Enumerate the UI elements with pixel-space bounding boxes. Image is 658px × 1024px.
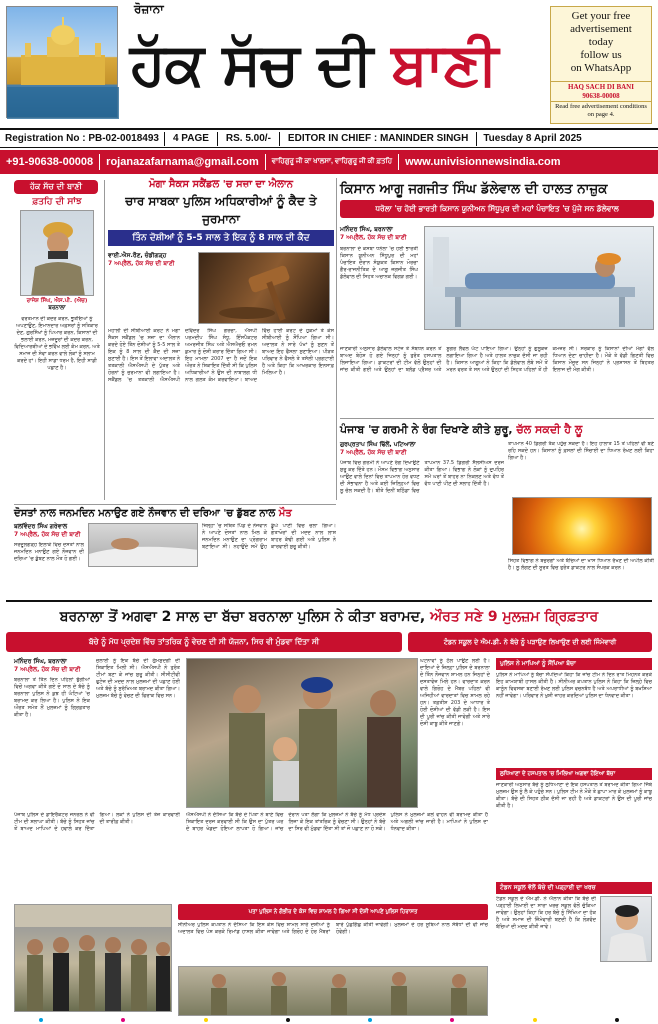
story1-body-text: ਮੋਹਾਲੀ ਦੀ ਸੀਬੀਆਈ ਕੋਰਟ ਨੇ ਮੋਗਾ ਸੈਕਸ ਸਕੈਂਡਲ 'ਚ ਸਜ਼ਾ ਦਾ ਐਲਾਨ ਕਰਦੇ ਹੋਏ ਤਿੰਨ ਦੋਸ਼ੀਆਂ ਨੂੰ 5-5 ਸਾਲ ਤੇ ਇਕ ਨੂੰ 8 ਸਾਲ ਦੀ ਕੈਦ ਦੀ ਸਜ਼ਾ ਸੁਣਾਈ ਹੈ। ਇਸ ਤੋਂ ਇਲਾਵਾ ਅਦਾਲਤ ਨੇ ਤਤਕਾਲੀ ਐਸਐਸਪੀ ਦੇ ਪੁੱਤਰ ਅਤੇ ਹੋਰਨਾਂ ਨੂੰ ਜੁਰਮਾਨਾ ਵੀ ਲਗਾਇਆ ਹੈ। ਸਕੈਂਡਲ 'ਚ ਤਤਕਾਲੀ ਐਸਐਸਪੀ ਦਵਿੰਦਰ ਸਿੰਘ ਗਰਚਾ, ਐਸਪੀ ਪਰਮਦੀਪ ਸਿੰਘ ਸੰਧੂ, ਇੰਸਪੈਕਟਰ ਅਮਰਜੀਤ ਸਿੰਘ ਅਤੇ ਐਸਐਚਓ ਰਮਨ ਕੁਮਾਰ ਨੂੰ ਦੋਸ਼ੀ ਕਰਾਰ ਦਿੱਤਾ ਗਿਆ ਸੀ। ਇਹ ਮਾਮਲਾ 2007 ਦਾ ਹੈ ਜਦੋਂ ਇਕ ਔਰਤ ਨੇ ਸ਼ਿਕਾਇਤ ਦਿੱਤੀ ਸੀ ਕਿ ਪੁਲਿਸ ਅਧਿਕਾਰੀਆਂ ਨੇ ਉਸ ਦੀ ਨਾਬਾਲਗ ਧੀ ਨਾਲ ਗਲਤ ਕੰਮ ਕਰਵਾਇਆ। ਬਾਅਦ ਵਿੱਚ ਹਾਈ ਕੋਰਟ ਦੇ ਹੁਕਮਾਂ ਤੇ ਕੇਸ ਸੀਬੀਆਈ ਨੂੰ ਸੌਂਪਿਆ ਗਿਆ ਸੀ। ਅਦਾਲਤ ਨੇ ਸਾਰੇ ਪੱਖਾਂ ਨੂੰ ਸੁਣਨ ਤੋਂ ਬਾਅਦ ਇਹ ਫੈਸਲਾ ਸੁਣਾਇਆ। ਪੀੜਤ ਪਰਿਵਾਰ ਨੇ ਫੈਸਲੇ ਤੇ ਤਸੱਲੀ ਪ੍ਰਗਟਾਈ ਹੈ ਅਤੇ ਕਿਹਾ ਕਿ ਆਖਰਕਾਰ ਇਨਸਾਫ਼ ਮਿਲਿਆ ਹੈ। (108, 328, 334, 383)
print-mark-dot (615, 1018, 619, 1022)
ad-note: Read free advertisement conditions on page 4. (555, 103, 647, 118)
masthead (0, 0, 658, 128)
story2-headline: ਕਿਸਾਨ ਆਗੂ ਜਗਜੀਤ ਸਿੰਘ ਡੱਲੇਵਾਲ ਦੀ ਹਾਲਤ ਨਾਜ਼ੁਕ (340, 181, 608, 197)
ad-name: HAQ SACH DI BANI (551, 81, 651, 92)
story5-headline-black: ਬਰਨਾਲਾ ਤੋਂ ਅਗਵਾ 2 ਸਾਲ ਦਾ ਬੱਚਾ ਬਰਨਾਲਾ ਪੁਲਿਸ ਨੇ ਕੀਤਾ ਬਰਾਮਦ, (59, 609, 431, 625)
sidebar-subhead: ਫ਼ਤਹਿ ਦੀ ਸਾਂਝ (32, 197, 82, 207)
story5-body-text-col1: ਬਰਨਾਲਾ ਤੋਂ ਤਿੰਨ ਦਿਨ ਪਹਿਲਾਂ ਝੁੱਗੀਆਂ ਵਿਚੋਂ ਅਗਵਾ ਕੀਤੇ ਗਏ ਦੋ ਸਾਲ ਦੇ ਬੱਚੇ ਨੂੰ ਬਰਨਾਲਾ ਪੁਲਿਸ ਨੇ ਕੁਝ ਹੀ ਘੰਟਿਆਂ 'ਚ ਬਰਾਮਦ ਕਰ ਲਿਆ ਹੈ। ਪੁਲਿਸ ਨੇ ਇਕ ਔਰਤ ਸਮੇਤ ਨੌਂ ਮੁਲਜ਼ਮਾਂ ਨੂੰ ਗ੍ਰਿਫ਼ਤਾਰ ਕੀਤਾ ਹੈ। (14, 677, 90, 718)
story4-headline-red: ਚੱਲ ਸਕਦੀ ਹੈ ਲੂ (516, 423, 583, 436)
print-mark-dot (368, 1018, 372, 1022)
issue-date: Tuesday 8 April 2025 (483, 133, 582, 144)
info-bar (0, 128, 658, 148)
story5-body-text-col3: ਐਸਐਸਪੀ ਨੇ ਦੱਸਿਆ ਕਿ ਬੱਚੇ ਦੇ ਪਿਤਾ ਨੇ ਥਾਣੇ ਵਿਚ ਸ਼ਿਕਾਇਤ ਦਰਜ ਕਰਵਾਈ ਸੀ ਕਿ ਉਸ ਦਾ ਪੁੱਤਰ ਘਰ ਦੇ ਬਾਹਰ ਖੇਡਦਾ ਹੋਇਆ ਲਾਪਤਾ ਹੋ ਗਿਆ। ਜਾਂਚ ਦੌਰਾਨ ਪਤਾ ਲੱਗਾ ਕਿ ਮੁਲਜ਼ਮਾਂ ਨੇ ਬੱਚੇ ਨੂੰ ਮੱਧ ਪ੍ਰਦੇਸ਼ ਲਿਜਾ ਕੇ ਇਕ ਤਾਂਤਰਿਕ ਨੂੰ ਵੇਚਣਾ ਸੀ। ਉਨ੍ਹਾਂ ਨੇ ਬੱਚੇ ਦਾ ਸਿਰ ਵੀ ਮੁੰਡਵਾ ਦਿੱਤਾ ਸੀ ਤਾਂ ਜੋ ਪਛਾਣ ਨਾ ਹੋ ਸਕੇ। ਪੁਲਿਸ ਨੇ ਮੁਲਜ਼ਮਾਂ ਕੋਲੋਂ ਵਾਹਨ ਵੀ ਬਰਾਮਦ ਕੀਤਾ ਹੈ ਅਤੇ ਅਗਲੀ ਜਾਂਚ ਜਾਰੀ ਹੈ। ਮਾਪਿਆਂ ਨੇ ਪੁਲਿਸ ਦਾ ਧੰਨਵਾਦ ਕੀਤਾ। (186, 812, 488, 832)
right-column (496, 658, 652, 1016)
byline-city: ਗੁਰਪ੍ਰਤਾਪ ਸਿੰਘ ਢਿੱਲੋਂ, ਪਟਿਆਲਾ (340, 441, 416, 448)
right-box1-title: ਪੁਲਿਸ ਨੇ ਮਾਪਿਆਂ ਨੂੰ ਸੌਂਪਿਆ ਬੱਚਾ (496, 658, 652, 670)
story1-byline (108, 252, 198, 324)
byline-date: 7 ਅਪ੍ਰੈਲ, ਹੱਕ ਸੱਚ ਦੀ ਬਾਣੀ (340, 449, 407, 456)
sidebar-body-text: ਵਰਤਮਾਨ ਦੀ ਕਦਰ ਕਰਨ, ਭੂਤੀਓਆਂ ਨੂੰ ਅਪਣਾਉਣ, ਇਮਾਨਦਾਰ ਅਫ਼ਸਰਾਂ ਨੂੰ ਸਤਿਕਾਰ ਦੇਣ, ਗੁਰਸਿੱਖਾਂ ਨੂੰ ਪਿਆਰ ਕਰਨ, ਕਿਸਾਨਾਂ ਦੀ ਭਲਾਈ ਕਰਨ, ਮਜ਼ਦੂਰਾਂ ਦੀ ਕਦਰ ਕਰਨ, ਵਿਦਿਆਰਥੀਆਂ ਦੇ ਭਵਿੱਖ ਲਈ ਕੰਮ ਕਰਨ, ਅਤੇ ਸਮਾਜ ਦੀ ਸੇਵਾ ਕਰਨ ਵਾਲੇ ਲੋਕਾਂ ਨੂੰ ਸਲਾਮ ਕਰਦੇ ਹਾਂ। ਇਹੀ ਸਾਡਾ ਧਰਮ ਹੈ, ਇਹੀ ਸਾਡੀ ਪਛਾਣ ਹੈ। (14, 316, 100, 371)
story1-headline: ਚਾਰ ਸਾਬਕਾ ਪੁਲਿਸ ਅਧਿਕਾਰੀਆਂ ਨੂੰ ਕੈਦ ਤੇ ਜੁਰਮਾਨਾ (125, 194, 317, 226)
hand-icon (89, 524, 198, 567)
ad-line-4: follow us (580, 49, 622, 61)
story4-headline (340, 419, 654, 441)
school-md-portrait (600, 896, 652, 962)
left-sidebar (14, 180, 100, 500)
masthead-title-red: ਬਾਣੀ (391, 30, 498, 98)
sun-heat-photo (512, 497, 652, 555)
ad-line-3: today (588, 36, 614, 48)
right-box2-text: ਜਾਣਕਾਰੀ ਅਨੁਸਾਰ ਬੱਚੇ ਨੂੰ ਲੁਧਿਆਣਾ ਦੇ ਇਕ ਹਸਪਤਾਲ ਤੋਂ ਬਰਾਮਦ ਕੀਤਾ ਗਿਆ ਜਿੱਥੇ ਮੁਲਜ਼ਮ ਉਸ ਨੂੰ ਲੈ ਕੇ ਪਹੁੰਚੇ ਸਨ। ਪੁਲਿਸ ਟੀਮ ਨੇ ਮੌਕੇ ਤੇ ਛਾਪਾ ਮਾਰ ਕੇ ਮੁਲਜ਼ਮਾਂ ਨੂੰ ਕਾਬੂ ਕੀਤਾ। ਬੱਚੇ ਦੀ ਸਿਹਤ ਠੀਕ ਦੱਸੀ ਜਾ ਰਹੀ ਹੈ ਅਤੇ ਡਾਕਟਰਾਂ ਨੇ ਉਸ ਦੀ ਪੂਰੀ ਜਾਂਚ ਕੀਤੀ ਹੈ। (496, 782, 652, 809)
story1-kicker: ਮੋਗਾ ਸੈਕਸ ਸਕੈਂਡਲ 'ਚ ਸਜ਼ਾ ਦਾ ਐਲਾਨ (149, 179, 293, 190)
contact-email[interactable]: rojanazafarnama@gmail.com (106, 156, 259, 168)
byline-city: ਵਾਈ.ਐਸ.ਰੌਣ, ਚੰਡੀਗੜ੍ਹ (108, 252, 167, 259)
hospital-bed-icon (425, 227, 654, 330)
print-mark-dot (204, 1018, 208, 1022)
story5-sub-left: ਬੱਚੇ ਨੂੰ ਮੱਧ ਪ੍ਰਦੇਸ਼ ਵਿੱਚ ਤਾਂਤਰਿਕ ਨੂੰ ਵੇਚਣ ਦੀ ਸੀ ਯੋਜਨਾ, ਸਿਰ ਵੀ ਮੁੰਡਵਾ ਦਿੱਤਾ ਸੀ (6, 632, 402, 652)
story5-body-text-col4: ਘਟਨਾਵਾਂ ਨੂੰ ਠੱਲ ਪਾਉਣ ਲਈ ਹੈ। ਦਾਇਆਂ ਦੇ ਜ਼ਿਲ੍ਹਾ ਪੁਲਿਸ ਦੇ ਬਰਨਾਲਾ ਦੇ ਤਿੰਨ ਨੌਜਵਾਨ ਸ਼ਾਮਲ ਹਨ ਜਿਨ੍ਹਾਂ ਦੇ ਦਸਤਾਵੇਜ਼ ਮਿਲੇ ਹਨ। ਵਾਰਦਾਤ ਕਰਨ ਵਾਲੇ ਗਿਰੋਹ ਦੇ ਮੈਂਬਰ ਪਹਿਲਾਂ ਵੀ ਅਜਿਹੀਆਂ ਵਾਰਦਾਤਾਂ ਵਿਚ ਸ਼ਾਮਲ ਰਹੇ ਹਨ। ਤਫ਼ਤੀਸ਼ 203 ਦੇ ਆਧਾਰ ਤੇ ਹੋਈ ਦੋਸ਼ੀਆਂ ਦੀ ਵੱਡੀ ਲੜੀ ਹੈ। ਇਸ ਦੀ ਪੂਰੀ ਜਾਂਚ ਕੀਤੀ ਜਾਵੇਗੀ ਅਤੇ ਸਾਰੇ ਦੋਸ਼ੀ ਕਾਬੂ ਕੀਤੇ ਜਾਣਗੇ। (420, 658, 490, 727)
group-icon (15, 905, 172, 1012)
officers-row-icon (179, 967, 488, 1016)
page-count: 4 PAGE (172, 133, 209, 144)
byline-date: 7 ਅਪ੍ਰੈਲ, ਹੱਕ ਸੱਚ ਦੀ ਬਾਣੀ (108, 260, 175, 267)
contact-bar (0, 150, 658, 174)
ad-phone: 90638-00008 (551, 92, 651, 102)
story3-headline (14, 505, 336, 523)
masthead-title (130, 14, 540, 114)
story2-body-text: ਜਾਣਕਾਰੀ ਅਨੁਸਾਰ ਡੱਲੇਵਾਲ ਸਟੇਜ ਤੇ ਸੰਬੋਧਨ ਕਰਨ ਤੋਂ ਬਾਅਦ ਬੇਹੋਸ਼ ਹੋ ਗਏ ਜਿਨ੍ਹਾਂ ਨੂੰ ਤੁਰੰਤ ਹਸਪਤਾਲ ਲਿਜਾਇਆ ਗਿਆ। ਡਾਕਟਰਾਂ ਦੀ ਟੀਮ ਵੱਲੋਂ ਉਨ੍ਹਾਂ ਦੀ ਜਾਂਚ ਕੀਤੀ ਗਈ ਅਤੇ ਉਨ੍ਹਾਂ ਦਾ ਬਲੱਡ ਪ੍ਰੈਸ਼ਰ ਅਤੇ ਸ਼ੂਗਰ ਲੈਵਲ ਘੱਟ ਪਾਇਆ ਗਿਆ। ਉਨ੍ਹਾਂ ਨੂੰ ਗੁਲੂਕੋਜ਼ ਲਗਾਇਆ ਗਿਆ ਹੈ ਅਤੇ ਹਾਲਤ ਨਾਜ਼ੁਕ ਦੱਸੀ ਜਾ ਰਹੀ ਹੈ। ਕਿਸਾਨ ਆਗੂਆਂ ਨੇ ਕਿਹਾ ਕਿ ਡੱਲੇਵਾਲ ਲੰਬੇ ਸਮੇਂ ਤੋਂ ਮਰਨ ਵਰਤ ਤੇ ਸਨ ਅਤੇ ਉਨ੍ਹਾਂ ਦੀ ਸਿਹਤ ਪਹਿਲਾਂ ਤੋਂ ਹੀ ਕਮਜ਼ੋਰ ਸੀ। ਸਰਕਾਰ ਨੂੰ ਕਿਸਾਨਾਂ ਦੀਆਂ ਮੰਗਾਂ ਵੱਲ ਧਿਆਨ ਦੇਣਾ ਚਾਹੀਦਾ ਹੈ। ਮੌਕੇ ਤੇ ਵੱਡੀ ਗਿਣਤੀ ਵਿਚ ਕਿਸਾਨ ਮੌਜੂਦ ਸਨ ਜਿਨ੍ਹਾਂ ਨੇ ਪ੍ਰਸ਼ਾਸਨ ਤੋਂ ਬਿਹਤਰ ਇਲਾਜ ਦੀ ਮੰਗ ਕੀਤੀ। (340, 346, 654, 373)
print-mark-dot (533, 1018, 537, 1022)
story-dallewal (340, 178, 654, 414)
column-divider (336, 178, 337, 500)
story5-left-area (14, 658, 488, 898)
story-drowning (14, 504, 336, 598)
story4-headline-black: ਪੰਜਾਬ 'ਚ ਗਰਮੀ ਨੇ ਰੰਗ ਦਿਖਾਣੇ ਕੀਤੇ ਸ਼ੁਰੂ, (340, 423, 517, 436)
contact-website[interactable]: www.univisionnewsindia.com (405, 156, 561, 168)
price: RS. 5.00/- (225, 133, 271, 144)
story-heatwave (340, 418, 654, 598)
masthead-small-word: ਰੋਜ਼ਾਨਾ (134, 2, 164, 16)
story5-sub-right: ਟੰਡਨ ਸਕੂਲ ਦੇ ਐਮ.ਡੀ. ਨੇ ਬੱਚੇ ਨੂੰ ਪੜਾਉਣ ਲਿਖਾਉਣ ਦੀ ਲਈ ਜਿੰਮੇਵਾਰੀ (408, 632, 652, 652)
ad-line-1: Get your free (571, 10, 631, 22)
contact-phone[interactable]: +91-90638-00008 (6, 156, 94, 168)
contact-slogan: ਵਾਹਿਗੁਰੂ ਜੀ ਕਾ ਖਾਲਸਾ, ਵਾਹਿਗੁਰੂ ਜੀ ਕੀ ਫ਼ਤਹਿ (271, 158, 393, 165)
person-icon (601, 897, 652, 962)
byline-city: ਬਲਵਿੰਦਰ ਸਿੰਘ ਗਰੇਵਾਲ (14, 523, 68, 530)
print-mark-dot (286, 1018, 290, 1022)
story3-body-text-left: ਸਰਦੂਲਗੜ੍ਹ ਇਲਾਕੇ ਵਿਚ ਦੋਸਤਾਂ ਨਾਲ ਜਨਮਦਿਨ ਮਨਾਉਣ ਗਏ ਨੌਜਵਾਨ ਦੀ ਦਰਿਆ 'ਚ ਡੁੱਬਣ ਨਾਲ ਮੌਤ ਹੋ ਗਈ। (14, 542, 84, 562)
registration-number: Registration No : PB-02-0018493 (5, 133, 159, 144)
print-mark-dot (450, 1018, 454, 1022)
right-box2-title: ਲੁਧਿਆਣਾ ਦੇ ਹਸਪਤਾਲ 'ਚ ਮਿਲਿਆ ਅਗਵਾ ਹੋਇਆ ਬੱਚਾ (496, 768, 652, 780)
story4-body-text-right-2: ਸਿਹਤ ਵਿਭਾਗ ਨੇ ਬਜ਼ੁਰਗਾਂ ਅਤੇ ਬੱਚਿਆਂ ਦਾ ਖਾਸ ਧਿਆਨ ਰੱਖਣ ਦੀ ਅਪੀਲ ਕੀਤੀ ਹੈ। ਲੂ ਲੱਗਣ ਦੀ ਸੂਰਤ ਵਿਚ ਤੁਰੰਤ ਡਾਕਟਰ ਨਾਲ ਸੰਪਰਕ ਕਰਨ। (508, 558, 654, 571)
right-box1-text: ਪੁਲਿਸ ਨੇ ਮਾਪਿਆਂ ਨੂੰ ਬੱਚਾ ਸੌਂਪਦਿਆਂ ਕਿਹਾ ਕਿ ਜਾਂਚ ਟੀਮ ਨੇ ਦਿਨ ਰਾਤ ਮਿਹਨਤ ਕਰਕੇ ਇਹ ਕਾਮਯਾਬੀ ਹਾਸਲ ਕੀਤੀ ਹੈ। ਸੀਨੀਅਰ ਕਪਤਾਨ ਪੁਲਿਸ ਨੇ ਕਿਹਾ ਕਿ ਜ਼ਿਲ੍ਹੇ ਵਿਚ ਕਾਨੂੰਨ ਵਿਵਸਥਾ ਬਣਾਈ ਰੱਖਣ ਲਈ ਪੁਲਿਸ ਵਚਨਬੱਧ ਹੈ ਅਤੇ ਅਪਰਾਧੀਆਂ ਨੂੰ ਬਖ਼ਸ਼ਿਆ ਨਹੀਂ ਜਾਵੇਗਾ। ਪਰਿਵਾਰ ਨੇ ਖੁਸ਼ੀ ਜ਼ਾਹਰ ਕਰਦਿਆਂ ਪੁਲਿਸ ਦਾ ਧੰਨਵਾਦ ਕੀਤਾ। (496, 672, 652, 699)
print-marks (0, 1016, 658, 1024)
byline-date: 7 ਅਪ੍ਰੈਲ, ਹੱਕ ਸੱਚ ਦੀ ਬਾਣੀ (340, 234, 407, 241)
story1-banner: ਤਿੰਨ ਦੋਸ਼ੀਆਂ ਨੂੰ 5-5 ਸਾਲ ਤੇ ਇਕ ਨੂੰ 8 ਸਾਲ ਦੀ ਕੈਦ (108, 230, 334, 246)
story2-body-text-left: ਬਰਨਾਲਾ ਦੇ ਕਸਬਾ ਧਨੌਲਾ 'ਚ ਹੋਈ ਭਾਰਤੀ ਕਿਸਾਨ ਯੂਨੀਅਨ ਸਿੱਧੂਪੁਰ ਦੀ ਮਹਾਂ ਪੰਚਾਇਤ ਦੌਰਾਨ ਸੰਯੁਕਤ ਕਿਸਾਨ ਮੋਰਚਾ ਗੈਰ-ਰਾਜਨੀਤਿਕ ਦੇ ਆਗੂ ਜਗਜੀਤ ਸਿੰਘ ਡੱਲੇਵਾਲ ਦੀ ਸਿਹਤ ਅਚਾਨਕ ਵਿਗੜ ਗਈ। (340, 246, 418, 280)
hospital-bed-photo (424, 226, 654, 330)
story5-byline (14, 658, 90, 674)
judge-gavel-photo (198, 252, 330, 324)
ad-line-2: advertisement (570, 23, 632, 35)
story2-byline (340, 226, 418, 242)
story5-bottom-banner: ਪਤਾ ਪੁਲਿਸ ਨੇ ਗੰਭੀਰ ਦੇ ਕੇਸ ਵਿਚ ਸ਼ਾਮਲ ਹੋ ਗਿਆ ਸੀ ਦੋਸ਼ੀ ਆਪਣੇ ਪੁਲਿਸ ਹਿਰਾਸਤ (178, 904, 488, 920)
masthead-title-black: ਹੱਕ ਸੱਚ ਦੀ (130, 30, 392, 98)
ad-line-5: on WhatsApp (570, 62, 632, 74)
gavel-icon (199, 253, 330, 324)
temple-icon (7, 7, 119, 119)
story4-body-text-left: ਪੰਜਾਬ ਵਿਚ ਗਰਮੀ ਨੇ ਆਪਣੇ ਰੰਗ ਦਿਖਾਉਣੇ ਸ਼ੁਰੂ ਕਰ ਦਿੱਤੇ ਹਨ। ਮੌਸਮ ਵਿਭਾਗ ਅਨੁਸਾਰ ਆਉਣ ਵਾਲੇ ਦਿਨਾਂ ਵਿਚ ਤਾਪਮਾਨ ਹੋਰ ਵਧਣ ਦੀ ਸੰਭਾਵਨਾ ਹੈ ਅਤੇ ਕਈ ਜ਼ਿਲ੍ਹਿਆਂ ਵਿਚ ਲੂ ਚੱਲ ਸਕਦੀ ਹੈ। ਬੀਤੇ ਦਿਨੀਂ ਬਠਿੰਡਾ ਵਿਚ ਤਾਪਮਾਨ 37.5 ਡਿਗਰੀ ਸੈਲਸੀਅਸ ਦਰਜ ਕੀਤਾ ਗਿਆ। ਵਿਭਾਗ ਨੇ ਲੋਕਾਂ ਨੂੰ ਦੁਪਹਿਰ ਸਮੇਂ ਘਰਾਂ ਤੋਂ ਬਾਹਰ ਨਾ ਨਿਕਲਣ ਅਤੇ ਵੱਧ ਤੋਂ ਵੱਧ ਪਾਣੀ ਪੀਣ ਦੀ ਸਲਾਹ ਦਿੱਤੀ ਹੈ। (340, 460, 504, 494)
print-mark-dot (121, 1018, 125, 1022)
story4-body-text-right: ਤਾਪਮਾਨ 40 ਡਿਗਰੀ ਤੱਕ ਪਹੁੰਚ ਸਕਦਾ ਹੈ। ਇਹ ਹਾਲਾਤ 15 ਤੋਂ ਪਹਿਲਾਂ ਵੀ ਬਣੇ ਰਹਿ ਸਕਦੇ ਹਨ। ਕਿਸਾਨਾਂ ਨੂੰ ਫ਼ਸਲਾਂ ਦੀ ਸਿੰਚਾਈ ਦਾ ਧਿਆਨ ਰੱਖਣ ਲਈ ਕਿਹਾ ਗਿਆ ਹੈ। (508, 441, 654, 461)
story5-headline (6, 602, 652, 632)
story-moga-scandal (108, 178, 334, 500)
sidebar-photo-caption: ਰਾਜੇਸ਼ ਸਿੰਘ, ਐਸ.ਪੀ. (ਐਚ) (26, 298, 88, 304)
story3-headline-black: ਦੋਸਤਾਂ ਨਾਲ ਜਨਮਦਿਨ ਮਨਾਉਣ ਗਏ ਨੌਜਵਾਨ ਦੀ ਦਰਿਆ 'ਚ ਡੁੱਬਣ ਨਾਲ (14, 508, 279, 519)
police-group-photo-2 (178, 966, 488, 1016)
police-with-child-photo (186, 658, 418, 808)
whatsapp-ad-box (550, 6, 652, 124)
story5-bottom-text: ਸੀਨੀਅਰ ਪੁਲਿਸ ਕਪਤਾਨ ਨੇ ਦੱਸਿਆ ਕਿ ਇਸ ਕੇਸ ਵਿਚ ਸ਼ਾਮਲ ਸਾਰੇ ਦੋਸ਼ੀਆਂ ਨੂੰ ਅਦਾਲਤ ਵਿਚ ਪੇਸ਼ ਕਰਕੇ ਰਿਮਾਂਡ ਹਾਸਲ ਕੀਤਾ ਜਾਵੇਗਾ ਅਤੇ ਗਿਰੋਹ ਦੇ ਹੋਰ ਮੈਂਬਰਾਂ ਬਾਰੇ ਪੁੱਛਗਿੱਛ ਕੀਤੀ ਜਾਵੇਗੀ। ਮੁਲਜ਼ਮਾਂ ਦੇ ਹੋਰ ਸੂਬਿਆਂ ਨਾਲ ਸੰਬੰਧਾਂ ਦੀ ਵੀ ਜਾਂਚ ਹੋਵੇਗੀ। (178, 922, 488, 935)
story3-headline-red: ਮੌਤ (278, 508, 292, 519)
police-officers-icon (187, 659, 418, 808)
byline-date: 7 ਅਪ੍ਰੈਲ, ਹੱਕ ਸੱਚ ਦੀ ਬਾਣੀ (14, 666, 81, 673)
story-kidnap (6, 600, 652, 1018)
print-mark-dot (39, 1018, 43, 1022)
right-box3-title: ਟੰਡਨ ਸਕੂਲ ਵੱਲੋਂ ਬੱਚੇ ਦੀ ਪੜ੍ਹਾਈ ਦਾ ਖਰਚ (496, 882, 652, 894)
right-box3-text: ਟੰਡਨ ਸਕੂਲ ਦੇ ਐਮ.ਡੀ. ਨੇ ਐਲਾਨ ਕੀਤਾ ਕਿ ਬੱਚੇ ਦੀ ਪੜ੍ਹਾਈ ਲਿਖਾਈ ਦਾ ਸਾਰਾ ਖਰਚ ਸਕੂਲ ਵੱਲੋਂ ਚੁੱਕਿਆ ਜਾਵੇਗਾ। ਉਨ੍ਹਾਂ ਕਿਹਾ ਕਿ ਹਰ ਬੱਚੇ ਨੂੰ ਸਿੱਖਿਆ ਦਾ ਹੱਕ ਹੈ ਅਤੇ ਸਮਾਜ ਦੀ ਜ਼ਿੰਮੇਵਾਰੀ ਬਣਦੀ ਹੈ ਕਿ ਲੋੜਵੰਦ ਬੱਚਿਆਂ ਦੀ ਮਦਦ ਕੀਤੀ ਜਾਵੇ। (496, 896, 596, 930)
police-press-conference-photo (14, 904, 172, 1012)
sidebar-badge: ਹੱਕ ਸੱਚ ਦੀ ਬਾਣੀ (14, 180, 98, 194)
official-portrait-photo (20, 210, 94, 296)
byline-city: ਮਨਿੰਦਰ ਸਿੰਘ, ਬਰਨਾਲਾ (14, 658, 67, 665)
golden-temple-image (6, 6, 118, 118)
sidebar-divider (104, 180, 105, 500)
person-icon (21, 211, 94, 296)
story5-body-text-col2: ਜੁਲਾਈ ਨੂੰ ਇਕ ਬੱਚੇ ਦੀ ਗੁੰਮਸ਼ੁਦਗੀ ਦੀ ਸ਼ਿਕਾਇਤ ਮਿਲੀ ਸੀ। ਐਸਐਸਪੀ ਨੇ ਤੁਰੰਤ ਟੀਮਾਂ ਬਣਾ ਕੇ ਜਾਂਚ ਸ਼ੁਰੂ ਕੀਤੀ। ਸੀਸੀਟੀਵੀ ਫੁਟੇਜ ਦੀ ਮਦਦ ਨਾਲ ਮੁਲਜ਼ਮਾਂ ਦੀ ਪਛਾਣ ਹੋਈ ਅਤੇ ਬੱਚੇ ਨੂੰ ਸੁਰੱਖਿਅਤ ਬਰਾਮਦ ਕੀਤਾ ਗਿਆ। ਮੁਲਜ਼ਮ ਬੱਚੇ ਨੂੰ ਵੇਚਣ ਦੀ ਫਿਰਾਕ ਵਿਚ ਸਨ। (96, 658, 180, 699)
body-cloth-photo (88, 523, 198, 567)
story4-byline (340, 441, 504, 457)
story3-byline (14, 523, 84, 539)
byline-city: ਮਨਿੰਦਰ ਸਿੰਘ, ਬਰਨਾਲਾ (340, 226, 393, 233)
story3-body-text-right: ਜ਼ਿਲ੍ਹਾ 'ਚ ਸਥਿਤ ਪਿੰਡ ਦੇ ਨੌਜਵਾਨ ਨੇ ਆਪਣੇ ਦੋਸਤਾਂ ਨਾਲ ਮਿਲ ਕੇ ਜਨਮਦਿਨ ਮਨਾਉਣ ਦਾ ਪ੍ਰੋਗਰਾਮ ਬਣਾਇਆ ਸੀ। ਨਹਾਉਂਦੇ ਸਮੇਂ ਉਹ ਡੂੰਘੇ ਪਾਣੀ ਵਿਚ ਚਲਾ ਗਿਆ। ਗੋਤਾਖੋਰਾਂ ਦੀ ਮਦਦ ਨਾਲ ਲਾਸ਼ ਬਾਹਰ ਕੱਢੀ ਗਈ ਅਤੇ ਪੁਲਿਸ ਨੇ ਕਾਰਵਾਈ ਸ਼ੁਰੂ ਕੀਤੀ। (202, 523, 336, 550)
sidebar-photo-caption-2: ਬਰਨਾਲਾ (48, 305, 66, 311)
story2-subhead: ਧਰੋਲਾ 'ਚ ਹੋਈ ਭਾਰਤੀ ਕਿਸਾਨ ਯੂਨੀਅਨ ਸਿੱਧੂਪੁਰ ਦੀ ਮਹਾਂ ਪੰਚਾਇਤ 'ਚ ਪੁੱਜੇ ਸਨ ਡੱਲੇਵਾਲ (340, 200, 654, 218)
story5-headline-red: ਔਰਤ ਸਣੇ 9 ਮੁਲਜ਼ਮ ਗ੍ਰਿਫ਼ਤਾਰ (430, 609, 599, 625)
story5-body-text-col0: ਪੰਜਾਬ ਪੁਲਿਸ ਦੇ ਡਾਇਰੈਕਟਰ ਜਨਰਲ ਨੇ ਵੀ ਟੀਮ ਦੀ ਸ਼ਲਾਘਾ ਕੀਤੀ। ਬੱਚੇ ਨੂੰ ਸਿਹਤ ਜਾਂਚ ਤੋਂ ਬਾਅਦ ਮਾਪਿਆਂ ਦੇ ਹਵਾਲੇ ਕਰ ਦਿੱਤਾ ਗਿਆ। ਲੋਕਾਂ ਨੇ ਪੁਲਿਸ ਦੀ ਤੇਜ਼ ਕਾਰਵਾਈ ਦੀ ਤਾਰੀਫ਼ ਕੀਤੀ। (14, 812, 180, 832)
editor-in-chief: EDITOR IN CHIEF : MANINDER SINGH (287, 133, 469, 144)
byline-date: 7 ਅਪ੍ਰੈਲ, ਹੱਕ ਸੱਚ ਦੀ ਬਾਣੀ (14, 531, 81, 538)
